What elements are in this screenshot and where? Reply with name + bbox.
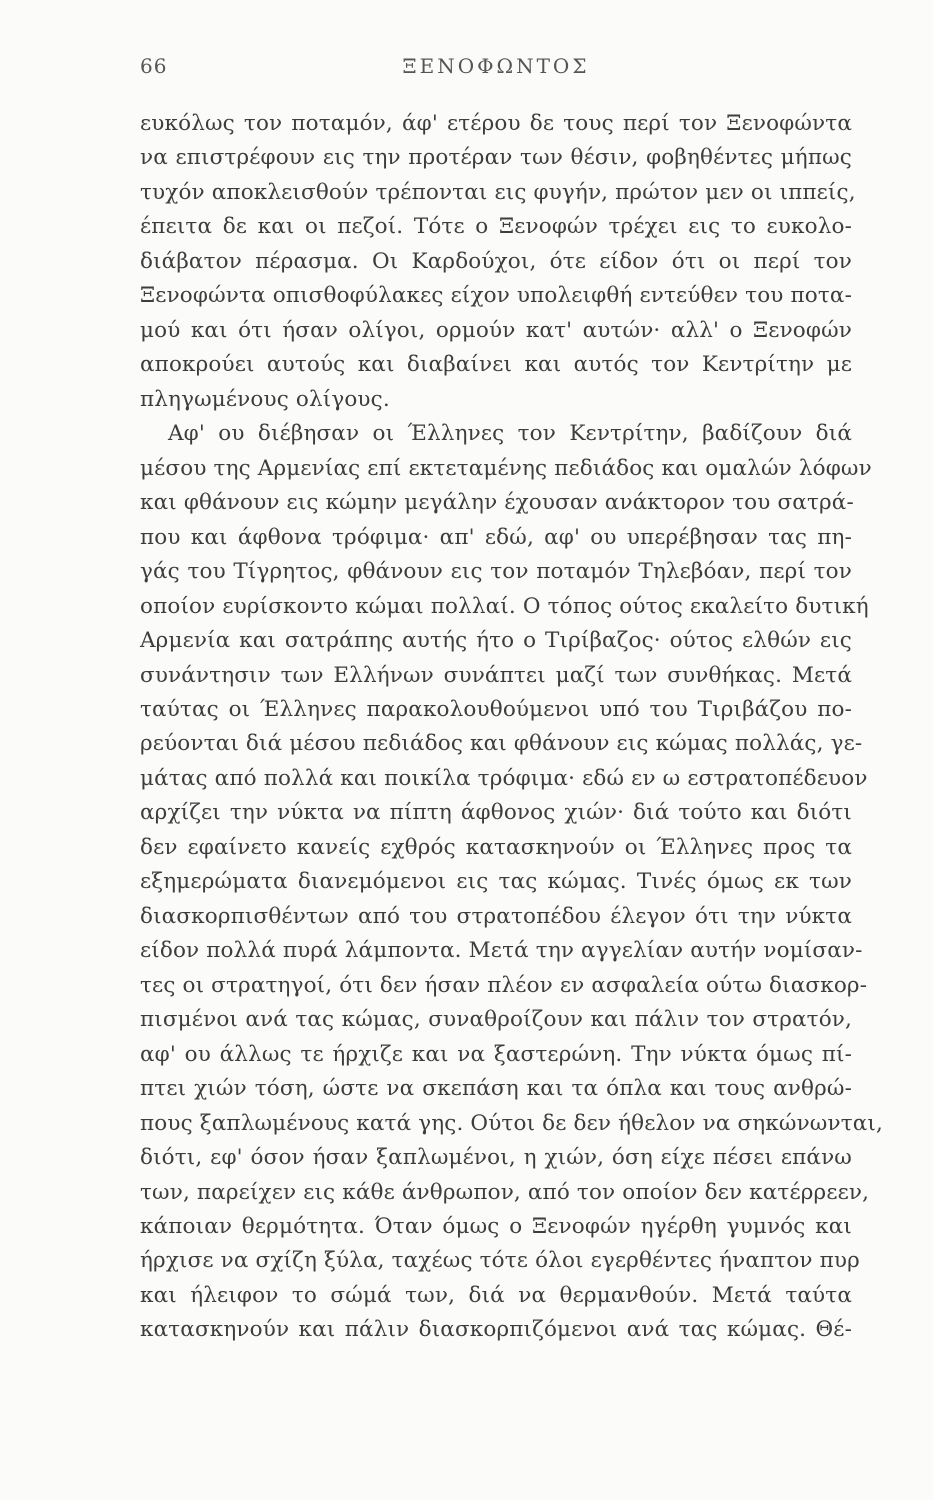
text-line: οποίον ευρίσκοντο κώμαι πολλαί. Ο τόπος ούτος εκαλείτο δυτική xyxy=(140,593,869,619)
text-line: δεν εφαίνετο κανείς εχθρός κατασκηνούν οι Έλληνες προς τα xyxy=(140,834,852,860)
text-line: να επιστρέφουν εις την προτέραν των θέσιν, φοβηθέντες μήπως xyxy=(140,145,852,171)
text-line: πισμένοι ανά τας κώμας, συναθροίζουν και πάλιν τον στρατόν, xyxy=(140,1007,852,1033)
text-line: ευκόλως τον ποταμόν, άφ' ετέρου δε τους περί τον Ξενοφώντα xyxy=(140,111,852,136)
text-line: εξημερώματα διανεμόμενοι εις τας κώμας. Τινές όμως εκ των xyxy=(140,869,852,895)
text-line: μάτας από πολλά και ποικίλα τρόφιμα· εδώ εν ω εστρατοπέδευον xyxy=(140,765,868,791)
text-line: που και άφθονα τρόφιμα· απ' εδώ, αφ' ου υπερέβησαν τας πη- xyxy=(140,524,852,550)
text-line: Αρμενία και σατράπης αυτής ήτο ο Τιρίβαζος· ούτος ελθών εις xyxy=(140,628,852,654)
text-line: αποκρούει αυτούς και διαβαίνει και αυτός τον Κεντρίτην με xyxy=(140,352,852,378)
text-line: Ξενοφώντα οπισθοφύλακες είχον υπολειφθή εντεύθεν του ποτα- xyxy=(140,283,852,309)
text-line: μέσου της Αρμενίας επί εκτεταμένης πεδιάδος και ομαλών λόφων xyxy=(140,455,872,481)
page-number: 66 xyxy=(140,54,168,78)
text-line: ήρχισε να σχίζη ξύλα, ταχέως τότε όλοι εγερθέντες ήναπτον πυρ xyxy=(140,1248,860,1274)
text-line: κατασκηνούν και πάλιν διασκορπιζόμενοι ανά τας κώμας. Θέ- xyxy=(140,1317,852,1343)
text-line: τυχόν αποκλεισθούν τρέπονται εις φυγήν, πρώτον μεν οι ιππείς, xyxy=(140,179,856,205)
text-line: γάς του Τίγρητος, φθάνουν εις τον ποταμόν Τηλεβόαν, περί τον xyxy=(140,559,852,585)
text-line: είδον πολλά πυρά λάμποντα. Μετά την αγγελίαν αυτήν νομίσαν- xyxy=(140,938,863,964)
text-line: διάβατον πέρασμα. Οι Καρδούχοι, ότε είδον ότι οι περί τον xyxy=(140,248,852,274)
text-line: τες οι στρατηγοί, ότι δεν ήσαν πλέον εν ασφαλεία ούτω διασκορ- xyxy=(140,972,868,998)
text-line: διότι, εφ' όσον ήσαν ξαπλωμένοι, η χιών, όση είχε πέσει επάνω xyxy=(140,1145,852,1171)
text-line: κάποιαν θερμότητα. Όταν όμως ο Ξενοφών ηγέρθη γυμνός και xyxy=(140,1214,852,1239)
body-text xyxy=(140,107,883,1348)
text-line: των, παρείχεν εις κάθε άνθρωπον, από τον οποίον δεν κατέρρεεν, xyxy=(140,1179,870,1205)
text-line: μού και ότι ήσαν ολίγοι, ορμούν κατ' αυτών· αλλ' ο Ξενοφών xyxy=(140,317,852,343)
text-line: πληγωμένους ολίγους. xyxy=(140,386,390,412)
text-line: έπειτα δε και οι πεζοί. Τότε ο Ξενοφών τρέχει εις το ευκολο- xyxy=(140,214,852,240)
text-line: και φθάνουν εις κώμην μεγάλην έχουσαν ανάκτορον του σατρά- xyxy=(140,490,854,516)
text-line: και ήλειφον το σώμά των, διά να θερμανθούν. Μετά ταύτα xyxy=(140,1282,852,1308)
text-line: αρχίζει την νύκτα να πίπτη άφθονος χιών· διά τούτο και διότι xyxy=(140,800,852,826)
text-line: διασκορπισθέντων από του στρατοπέδου έλεγον ότι την νύκτα xyxy=(140,903,852,929)
page-header xyxy=(140,54,852,84)
text-line: αφ' ου άλλως τε ήρχιζε και να ξαστερώνη. Την νύκτα όμως πί- xyxy=(140,1041,852,1067)
text-line: ταύτας οι Έλληνες παρακολουθούμενοι υπό του Τιριβάζου πο- xyxy=(140,696,852,722)
running-title: ΞΕΝΟΦΩΝΤΟΣ xyxy=(402,54,590,78)
text-line: πτει χιών τόση, ώστε να σκεπάση και τα όπλα και τους ανθρώ- xyxy=(140,1076,852,1102)
text-line: συνάντησιν των Ελλήνων συνάπτει μαζί των συνθήκας. Μετά xyxy=(140,662,852,688)
text-line: Αφ' ου διέβησαν οι Έλληνες τον Κεντρίτην, βαδίζουν διά xyxy=(168,421,852,447)
text-line: πους ξαπλωμένους κατά γης. Ούτοι δε δεν ήθελον να σηκώνωνται, xyxy=(140,1110,883,1136)
text-line: ρεύονται διά μέσου πεδιάδος και φθάνουν εις κώμας πολλάς, γε- xyxy=(140,731,863,757)
